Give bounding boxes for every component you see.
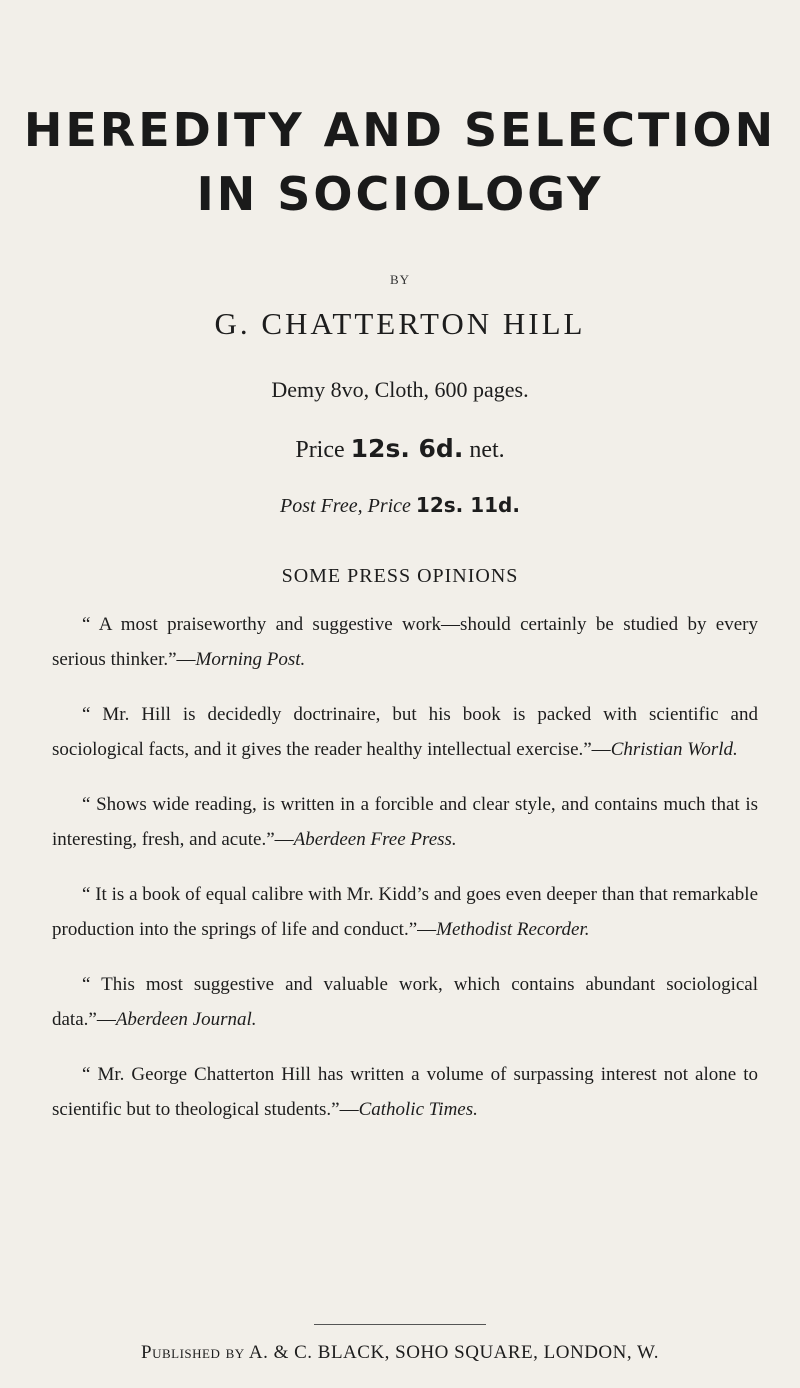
quote-source: Methodist Recorder. bbox=[436, 919, 590, 940]
post-free-line bbox=[0, 493, 800, 518]
by-label: BY bbox=[389, 272, 411, 287]
post-free-amount: 12s. 11d. bbox=[415, 493, 520, 517]
price-suffix: net. bbox=[469, 437, 505, 463]
book-title-line-1: HEREDITY AND SELECTION bbox=[23, 103, 777, 157]
quote-source: Catholic Times. bbox=[358, 1099, 478, 1120]
post-free-label: Post Free, Price bbox=[280, 495, 411, 517]
press-quote bbox=[52, 877, 758, 947]
quote-source: Aberdeen Journal. bbox=[115, 1009, 257, 1030]
quote-text: “ Shows wide reading, is written in a forcible and clear style, and contains much that is interesting, fresh, and acute.”— bbox=[52, 794, 758, 850]
press-opinions-heading: SOME PRESS OPINIONS bbox=[281, 565, 519, 587]
press-quote bbox=[52, 697, 758, 767]
press-quote bbox=[52, 607, 758, 677]
price-label: Price bbox=[295, 437, 345, 463]
quote-text: “ Mr. Hill is decidedly doctrinaire, but his book is packed with scientific and sociological facts, and it gives the reader healthy intellectual exercise.”— bbox=[52, 704, 758, 760]
publisher-prefix: Published by bbox=[141, 1342, 245, 1363]
press-quotes-list bbox=[52, 607, 758, 1147]
author-name: G. CHATTERTON HILL bbox=[214, 306, 586, 341]
quote-source: Christian World. bbox=[610, 739, 738, 760]
press-quote bbox=[52, 1057, 758, 1127]
publisher-name: A. & C. BLACK, SOHO SQUARE, LONDON, W. bbox=[248, 1342, 659, 1363]
divider-rule bbox=[314, 1324, 486, 1325]
publisher-line bbox=[0, 1342, 800, 1364]
quote-text: “ It is a book of equal calibre with Mr. Kidd’s and goes even deeper than that remarkable production into the springs of life and conduct.”— bbox=[52, 884, 758, 940]
press-quote bbox=[52, 967, 758, 1037]
quote-text: “ A most praiseworthy and suggestive work—should certainly be studied by every serious thinker.”— bbox=[52, 614, 758, 670]
book-format: Demy 8vo, Cloth, 600 pages. bbox=[271, 377, 529, 402]
price-amount: 12s. 6d. bbox=[350, 434, 464, 463]
quote-text: “ This most suggestive and valuable work, which contains abundant sociological data.”— bbox=[52, 974, 758, 1030]
quote-source: Morning Post. bbox=[195, 649, 306, 670]
press-quote bbox=[52, 787, 758, 857]
price-line bbox=[0, 434, 800, 464]
quote-source: Aberdeen Free Press. bbox=[293, 829, 457, 850]
book-title-line-2: IN SOCIOLOGY bbox=[196, 167, 604, 221]
quote-text: “ Mr. George Chatterton Hill has written a volume of surpassing interest not alone to scientific but to theological students.”— bbox=[52, 1064, 758, 1120]
